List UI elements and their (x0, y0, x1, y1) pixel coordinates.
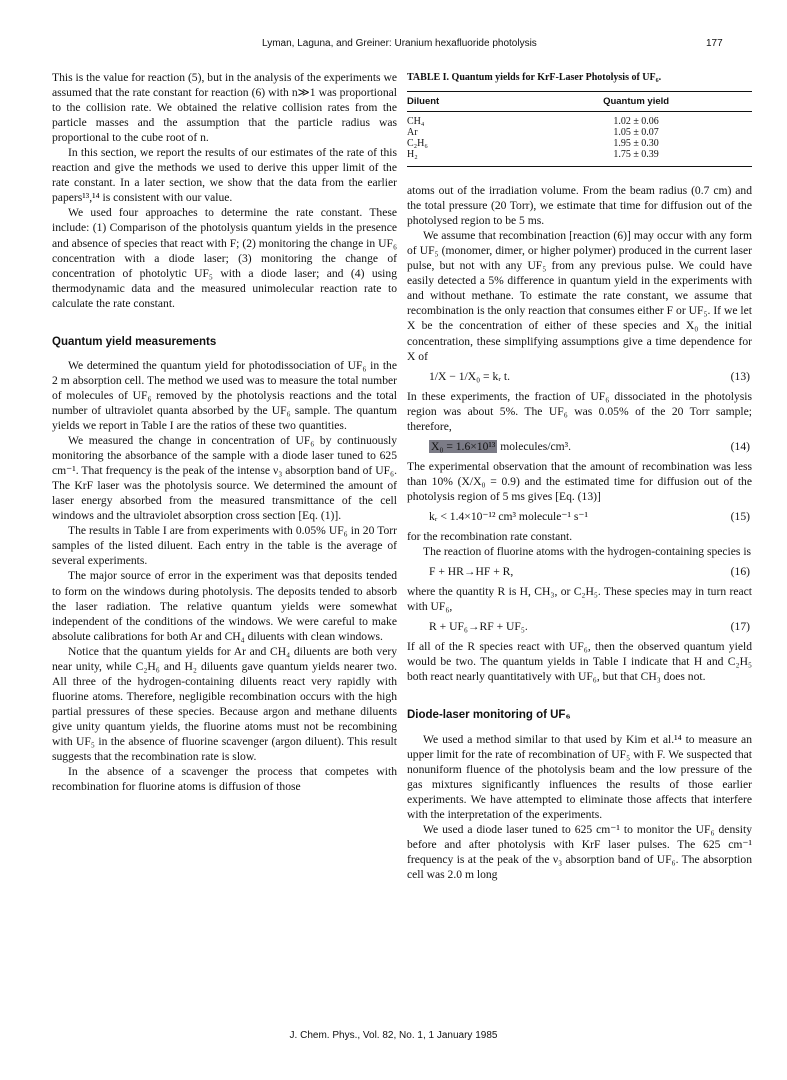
paragraph: atoms out of the irradiation volume. From the beam radius (0.7 cm) and the total pressure (20 Torr), we estimate that time for diffusion out of the photolysed region to be 5 ms. (407, 184, 752, 228)
section-heading-quantum-yield: Quantum yield measurements (52, 335, 217, 348)
paragraph: The major source of error in the experiment was that deposits tended to form on the windows during photolysis. The deposits tended to absorb the laser radiation. The relative quantum yields were somewhat independent of the conditions of the windows. We were careful to make absolute calibrations for both Ar and CH₄ diluents with clean windows. (52, 569, 397, 643)
paragraph: The results in Table I are from experiments with 0.05% UF₆ in 20 Torr samples of the listed diluent. Each entry in the table is the average of several experiments. (52, 524, 397, 568)
diluent-cell: CH₄ (407, 116, 425, 128)
paragraph: Notice that the quantum yields for Ar and CH₄ diluents are both very near unity, while C₂H₆ and H₂ diluents gave quantum yields nearer two. All three of the hydrogen-containing diluents react very rapidly with fluorine atoms. Therefore, negligible recombination occurs with the high partial pressures of these species. Because argon and methane diluents give unity quantum yields, the fluorine atoms must not be recombining with UF₅ in the absence of fluorine scavenger (argon diluent). This result suggests that the recombination rate is slow. (52, 644, 397, 764)
table-row (407, 127, 752, 138)
equation-17 (407, 619, 752, 634)
paragraph: We assume that recombination [reaction (6)] may occur with any form of UF₅ (monomer, dimer, or higher polymer) produced in the current laser pulse, but not with any UF₅ from any previous pulse. We could have easily detected a 5% difference in quantum yield in the experiments with and without methane. To estimate the rate constant, we assume that recombination is the only reaction that consumes either F or UF₅. If we let X be the concentration of either of these species and X₀ the initial concentration, these simplifying assumptions give a time dependence for X of (407, 229, 752, 363)
paragraph: This is the value for reaction (5), but in the analysis of the experiments we assumed that the rate constant for reaction (6) with n≫1 was proportional to the collision rate. We obtained the relative collision rates from the particle masses and the assumption that the particle radius was proportional to the cube root of n. (52, 71, 397, 145)
journal-footer: J. Chem. Phys., Vol. 82, No. 1, 1 January 1985 (289, 1030, 498, 1041)
paragraph: for the recombination rate constant. (407, 530, 573, 544)
quantum-yield-cell: 1.05 ± 0.07 (613, 127, 659, 139)
paragraph: In the absence of a scavenger the process that competes with recombination for fluorine atoms is diffusion of those (52, 765, 397, 794)
paragraph: We used a diode laser tuned to 625 cm⁻¹ to monitor the UF₆ density before and after photolysis with KrF laser pulses. The 625 cm⁻¹ frequency is at the peak of the ν₃ absorption band of UF₆. The absorption cell was 2.0 m long (407, 822, 752, 881)
diluent-cell: Ar (407, 127, 418, 139)
highlighted-text: X₀ = 1.6×10¹³ (431, 439, 496, 453)
paragraph: The experimental observation that the amount of recombination was less than 10% (X/X₀ = 0.9) and the estimated time for diffusion out of the photolysis region of 5 ms gives [Eq. (13)] (407, 459, 752, 503)
right-column (407, 70, 752, 882)
equation-16 (407, 564, 752, 579)
quantum-yield-cell: 1.75 ± 0.39 (520, 149, 752, 167)
paragraph: We determined the quantum yield for photodissociation of UF₆ in the 2 m absorption cell. The method we used was to measure the total number of molecules of UF₆ removed by the photolysis reactions and the total number of ultraviolet quanta absorbed by the UF₆ sample. The quantum yields we report in Table I are the ratios of these two quantities. (52, 358, 397, 432)
equation-body: kᵣ < 1.4×10⁻¹² cm³ molecule⁻¹ s⁻¹ (429, 509, 589, 523)
paragraph: If all of the R species react with UF₆, then the observed quantum yield would be two. The quantum yields in Table I indicate that H and C₂H₅ both react nearly quantitatively with UF₆, but that CH₃ does not. (407, 640, 752, 684)
table-caption: TABLE I. Quantum yields for KrF-Laser Photolysis of UF₆. (407, 72, 662, 83)
table-header-quantum-yield: Quantum yield (520, 92, 752, 112)
quantum-yield-cell: 1.95 ± 0.30 (613, 138, 659, 150)
running-header (0, 38, 787, 54)
paragraph: We measured the change in concentration of UF₆ by continuously monitoring the absorbance of the sample with a diode laser tuned to 625 cm⁻¹. That frequency is the peak of the intense ν₃ absorption band of UF₆. The KrF laser was the photolysis source. We determined the amount of laser energy absorbed from the measured transmittance of the cell windows and the ultraviolet absorption cross section [Eq. (1)]. (52, 434, 397, 523)
equation-number: (14) (730, 439, 750, 453)
quantum-yield-cell: 1.02 ± 0.06 (613, 116, 659, 128)
diluent-cell: H₂ (407, 149, 520, 167)
equation-number: (16) (730, 565, 750, 579)
equation-body: molecules/cm³. (497, 439, 571, 453)
quantum-yield-table (407, 91, 752, 167)
equation-number: (13) (730, 369, 750, 383)
table-row (407, 112, 752, 128)
paragraph: We used a method similar to that used by Kim et al.¹⁴ to measure an upper limit for the rate of recombination of UF₅ with F. We suspected that nonuniform fluence of the photolysis beam and the low pressure of the gas mixtures significantly influences the results of those earlier experiments. We have attempted to eliminate those affects that interfere with the interpretation of the experiments. (407, 732, 752, 821)
page-number: 177 (706, 38, 723, 49)
equation-body: R + UF₆→RF + UF₅. (429, 620, 528, 634)
diluent-cell: C₂H₆ (407, 138, 428, 150)
table-row (407, 149, 752, 167)
equation-body: F + HR→HF + R, (429, 565, 514, 579)
equation-number: (15) (730, 509, 750, 523)
section-heading-diode-laser: Diode-laser monitoring of UF₆ (407, 709, 571, 722)
paragraph: In these experiments, the fraction of UF₆ dissociated in the photolysis region was about 5%. The UF₆ was 0.05% of the 20 Torr sample; therefore, (407, 389, 752, 433)
table-row (407, 138, 752, 149)
equation-body: 1/X − 1/X₀ = kᵣ t. (429, 369, 510, 383)
table-header-diluent: Diluent (407, 92, 520, 112)
paragraph: In this section, we report the results of our estimates of the rate of this reaction and give the methods we used to derive this upper limit of the rate constant. In a later section, we show that the data from the earlier papers¹³,¹⁴ is consistent with our value. (52, 146, 397, 205)
equation-13 (407, 369, 752, 384)
equation-14 (407, 439, 752, 454)
paragraph: The reaction of fluorine atoms with the hydrogen-containing species is (423, 545, 752, 559)
paragraph: where the quantity R is H, CH₃, or C₂H₅. These species may in turn react with UF₆, (407, 585, 752, 614)
equation-15 (407, 509, 752, 524)
running-title: Lyman, Laguna, and Greiner: Uranium hexafluoride photolysis (262, 38, 537, 49)
left-column (52, 70, 397, 794)
equation-number: (17) (730, 620, 750, 634)
paragraph: We used four approaches to determine the rate constant. These include: (1) Comparison of the photolysis quantum yields in the presence and absence of species that react with F; (2) monitoring the change in UF₆ concentration with a diode laser; (3) monitoring the change of concentration of photolytic UF₅ with a diode laser; and (4) using thermodynamic data and the measured unimolecular reaction rate to calculate the rate constant. (52, 206, 397, 310)
